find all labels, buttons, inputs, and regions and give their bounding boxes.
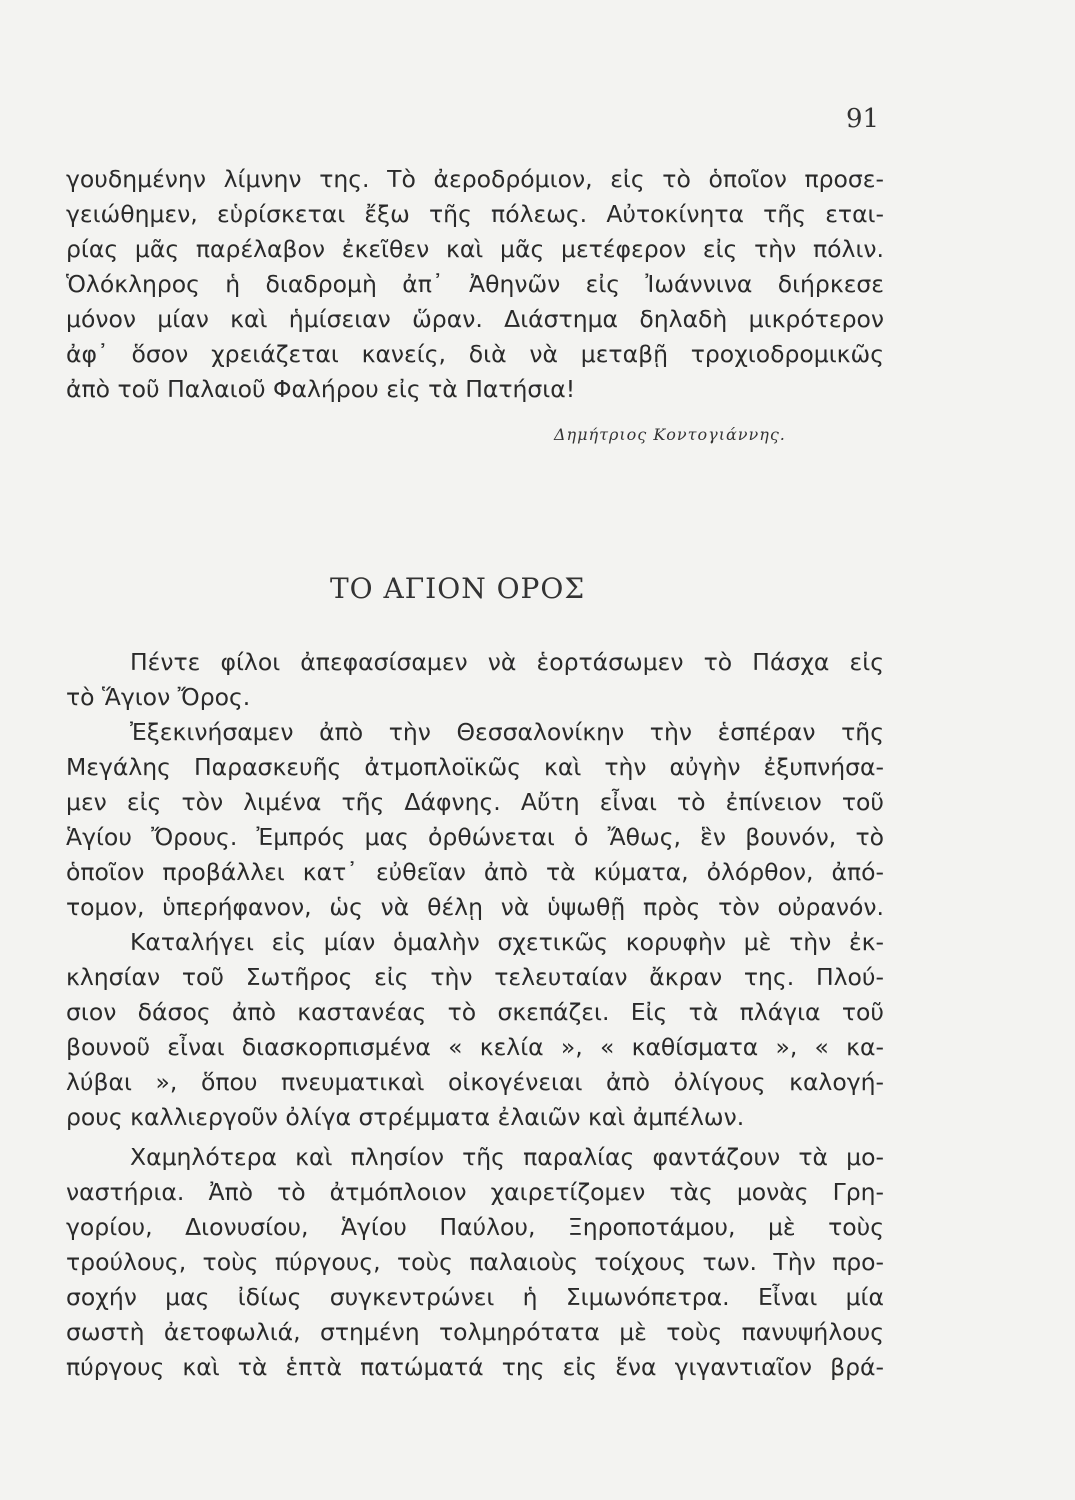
text-line: μόνον μίαν καὶ ἡμίσειαν ὥραν. Διάστημα δηλαδὴ μικρότερον <box>66 305 884 333</box>
text-line: Καταλήγει εἰς μίαν ὁμαλὴν σχετικῶς κορυφὴν μὲ τὴν ἐκ- <box>130 928 884 956</box>
text-line: σωστὴ ἀετοφωλιά, στημένη τολμηρότατα μὲ τοὺς πανυψήλους <box>66 1318 884 1346</box>
text-line: τομον, ὑπερήφανον, ὡς νὰ θέλῃ νὰ ὑψωθῇ πρὸς τὸν οὐρανόν. <box>66 893 884 921</box>
text-line: Ἐξεκινήσαμεν ἀπὸ τὴν Θεσσαλονίκην τὴν ἑσπέραν τῆς <box>130 718 884 746</box>
text-line: λύβαι », ὅπου πνευματικαὶ οἰκογένειαι ἀπὸ ὀλίγους καλογή- <box>66 1068 884 1096</box>
text-line: ἀφ᾽ ὅσον χρειάζεται κανείς, διὰ νὰ μεταβῇ τροχιοδρομικῶς <box>66 340 884 368</box>
text-line: μεν εἰς τὸν λιμένα τῆς Δάφνης. Αὔτη εἶναι τὸ ἐπίνειον τοῦ <box>66 788 884 816</box>
text-line: Ἁγίου Ὄρους. Ἐμπρός μας ὀρθώνεται ὁ Ἄθως, ἓν βουνόν, τὸ <box>66 823 884 851</box>
text-line: γειώθημεν, εὑρίσκεται ἔξω τῆς πόλεως. Αὐτοκίνητα τῆς εται- <box>66 200 884 228</box>
text-line: τὸ Ἅγιον Ὄρος. <box>66 683 251 711</box>
article-title: ΤΟ ΑΓΙΟΝ ΟΡΟΣ <box>330 572 586 605</box>
text-line: βουνοῦ εἶναι διασκορπισμένα « κελία », « καθίσματα », « κα- <box>66 1033 884 1061</box>
text-line: ἀπὸ τοῦ Παλαιοῦ Φαλήρου εἰς τὰ Πατήσια! <box>66 375 576 403</box>
text-line: πύργους καὶ τὰ ἑπτὰ πατώματά της εἰς ἕνα γιγαντιαῖον βρά- <box>66 1353 884 1381</box>
text-line: Χαμηλότερα καὶ πλησίον τῆς παραλίας φαντάζουν τὰ μο- <box>130 1143 884 1171</box>
author-signature: Δημήτριος Κοντογιάννης. <box>554 425 786 444</box>
text-line: γουδημένην λίμνην της. Τὸ ἀεροδρόμιον, εἰς τὸ ὁποῖον προσε- <box>66 165 884 193</box>
text-line: ρίας μᾶς παρέλαβον ἐκεῖθεν καὶ μᾶς μετέφερον εἰς τὴν πόλιν. <box>66 235 884 263</box>
text-line: γορίου, Διονυσίου, Ἁγίου Παύλου, Ξηροποτάμου, μὲ τοὺς <box>66 1213 884 1241</box>
text-line: σιον δάσος ἀπὸ καστανέας τὸ σκεπάζει. Εἰς τὰ πλάγια τοῦ <box>66 998 884 1026</box>
text-line: Ὁλόκληρος ἡ διαδρομὴ ἀπ᾽ Ἀθηνῶν εἰς Ἰωάννινα διήρκεσε <box>66 270 884 298</box>
text-line: ὁποῖον προβάλλει κατ᾽ εὐθεῖαν ἀπὸ τὰ κύματα, ὀλόρθον, ἀπό- <box>66 858 884 886</box>
text-line: ρους καλλιεργοῦν ὀλίγα στρέμματα ἐλαιῶν καὶ ἀμπέλων. <box>66 1103 745 1131</box>
text-line: Πέντε φίλοι ἀπεφασίσαμεν νὰ ἑορτάσωμεν τὸ Πάσχα εἰς <box>130 648 884 676</box>
text-line: ναστήρια. Ἀπὸ τὸ ἀτμόπλοιον χαιρετίζομεν τὰς μονὰς Γρη- <box>66 1178 884 1206</box>
text-line: κλησίαν τοῦ Σωτῆρος εἰς τὴν τελευταίαν ἄκραν της. Πλού- <box>66 963 884 991</box>
text-line: τρούλους, τοὺς πύργους, τοὺς παλαιοὺς τοίχους των. Τὴν προ- <box>66 1248 884 1276</box>
text-line: Μεγάλης Παρασκευῆς ἀτμοπλοϊκῶς καὶ τὴν αὐγὴν ἐξυπνήσα- <box>66 753 884 781</box>
text-line: σοχήν μας ἰδίως συγκεντρώνει ἡ Σιμωνόπετρα. Εἶναι μία <box>66 1283 884 1311</box>
page-number: 91 <box>846 104 880 134</box>
